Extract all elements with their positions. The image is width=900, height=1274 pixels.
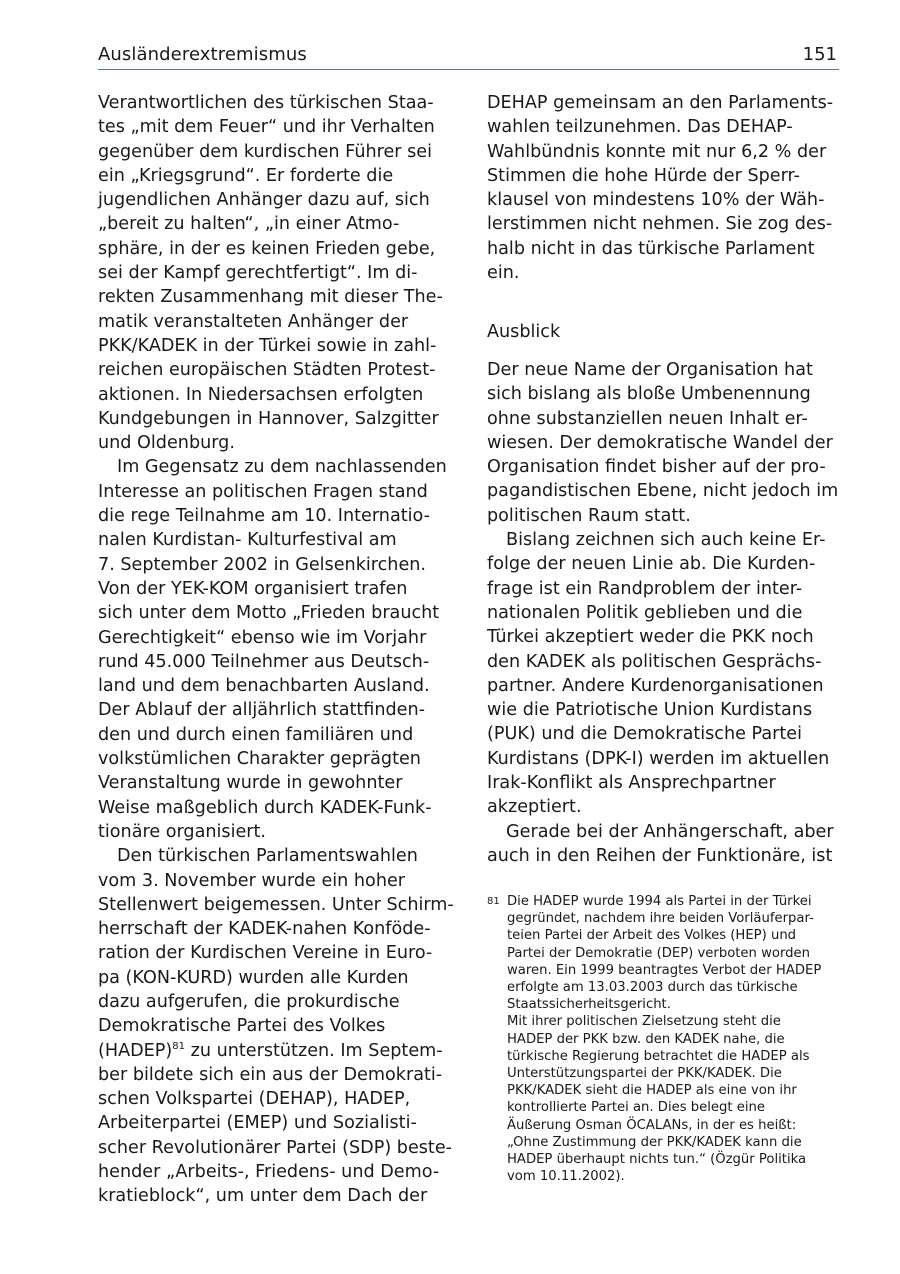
page-number: 151 bbox=[802, 44, 837, 65]
text-line: Arbeiterpartei (EMEP) und Sozialisti- bbox=[98, 1113, 417, 1134]
text-line: PKK/KADEK in der Türkei sowie in zahl- bbox=[98, 335, 437, 356]
text-line: sphäre, in der es keinen Frieden gebe, bbox=[98, 238, 436, 259]
text-line: Gerade bei der Anhängerschaft, aber bbox=[506, 821, 834, 842]
text-line: auch in den Reihen der Funktionäre, ist bbox=[487, 845, 833, 866]
text-line: Stellenwert beigemessen. Unter Schirm- bbox=[98, 894, 454, 915]
text-line: pagandistischen Ebene, nicht jedoch im bbox=[487, 481, 839, 502]
text-line: Organisation findet bisher auf der pro- bbox=[487, 457, 826, 478]
text-line: Bislang zeichnen sich auch keine Er- bbox=[506, 530, 826, 551]
text-line: sei der Kampf gerechtfertigt“. Im di- bbox=[98, 263, 418, 284]
text-line: wie die Patriotische Union Kurdistans bbox=[487, 700, 813, 721]
text-line: kratieblock“, um unter dem Dach der bbox=[98, 1186, 428, 1207]
footnote bbox=[487, 893, 839, 1185]
text-line: 7. September 2002 in Gelsenkirchen. bbox=[98, 554, 427, 575]
text-line: jugendlichen Anhänger dazu auf, sich bbox=[98, 190, 430, 211]
text-line: schen Volkspartei (DEHAP), HADEP, bbox=[98, 1089, 411, 1110]
text-line: matik veranstalteten Anhänger der bbox=[98, 311, 409, 332]
text-line: lerstimmen nicht nehmen. Sie zog des- bbox=[487, 214, 833, 235]
footnote-line: erfolgte am 13.03.2003 durch das türkische bbox=[507, 980, 798, 996]
text-line: gegenüber dem kurdischen Führer sei bbox=[98, 141, 432, 162]
text-line: tes „mit dem Feuer“ und ihr Verhalten bbox=[98, 117, 435, 138]
text-line: hender „Arbeits-, Friedens- und Demo- bbox=[98, 1162, 440, 1183]
text-line: wiesen. Der demokratische Wandel der bbox=[487, 432, 833, 453]
text-line: Der neue Name der Organisation hat bbox=[487, 360, 813, 380]
footnote-line: teien Partei der Arbeit des Volkes (HEP) und bbox=[507, 928, 797, 944]
text-line: Im Gegensatz zu dem nachlassenden bbox=[117, 457, 447, 478]
text-line: nalen Kurdistan- Kulturfestival am bbox=[98, 530, 397, 551]
footnote-line: waren. Ein 1999 beantragtes Verbot der HADEP bbox=[507, 962, 822, 978]
footnote-line: vom 10.11.2002). bbox=[507, 1169, 625, 1185]
footnote-line: Staatssicherheitsgericht. bbox=[507, 997, 671, 1013]
text-line: DEHAP gemeinsam an den Parlaments- bbox=[487, 93, 834, 113]
footnote-number: 81 bbox=[487, 896, 500, 907]
text-line: scher Revolutionärer Partei (SDP) beste- bbox=[98, 1137, 453, 1158]
footnote-line: Äußerung Osman ÖCALANs, in der es heißt: bbox=[507, 1117, 797, 1133]
text-line: vom 3. November wurde ein hoher bbox=[98, 870, 406, 891]
text-line: reichen europäischen Städten Protest- bbox=[98, 360, 436, 381]
text-line: Den türkischen Parlamentswahlen bbox=[117, 846, 418, 867]
text-line: land und dem benachbarten Ausland. bbox=[98, 676, 430, 697]
text-line: die rege Teilnahme am 10. Internatio- bbox=[98, 506, 430, 527]
text-line: Irak-Konflikt als Ansprechpartner bbox=[487, 773, 776, 794]
footnote-line: gegründet, nachdem ihre beiden Vorläuferpar- bbox=[507, 911, 814, 927]
footnote-line: Die HADEP wurde 1994 als Partei in der Türkei bbox=[507, 894, 812, 909]
text-line: folge der neuen Linie ab. Die Kurden- bbox=[487, 554, 816, 575]
footnote-line: kontrollierte Partei an. Dies belegt eine bbox=[507, 1100, 766, 1116]
text-line: nationalen Politik geblieben und die bbox=[487, 602, 803, 623]
text-line: klausel von mindestens 10% der Wäh- bbox=[487, 190, 825, 211]
text-line: aktionen. In Niedersachsen erfolgten bbox=[98, 384, 424, 405]
text-line: sich bislang als bloße Umbenennung bbox=[487, 384, 811, 405]
footnote-line: türkische Regierung betrachtet die HADEP als bbox=[507, 1048, 810, 1064]
text-line: den und durch einen familiären und bbox=[98, 724, 414, 745]
section-heading: Ausblick bbox=[487, 322, 561, 342]
footnote-line: Partei der Demokratie (DEP) verboten worden bbox=[507, 945, 810, 961]
footnote-line: HADEP überhaupt nichts tun.“ (Özgür Politika bbox=[507, 1152, 807, 1168]
footnote-line: PKK/KADEK sieht die HADEP als eine von ihr bbox=[507, 1083, 797, 1099]
text-line: Der Ablauf der alljährlich stattfinden- bbox=[98, 700, 425, 721]
footnote-reference[interactable]: 81 bbox=[172, 1040, 186, 1052]
text-line: ein. bbox=[487, 263, 520, 284]
running-header bbox=[98, 44, 839, 70]
header-rule bbox=[98, 69, 839, 70]
text-line: Kurdistans (DPK-I) werden im aktuellen bbox=[487, 748, 830, 769]
text-line: Verantwortlichen des türkischen Staa- bbox=[98, 93, 434, 113]
text-line: pa (KON-KURD) wurden alle Kurden bbox=[98, 967, 409, 988]
text-line: Von der YEK-KOM organisiert trafen bbox=[98, 578, 408, 599]
text-line: Interesse an politischen Fragen stand bbox=[98, 481, 428, 502]
text-line: Veranstaltung wurde in gewohnter bbox=[98, 773, 403, 794]
text-line: akzeptiert. bbox=[487, 797, 582, 818]
text-line: partner. Andere Kurdenorganisationen bbox=[487, 675, 824, 696]
text-line: Stimmen die hohe Hürde der Sperr- bbox=[487, 165, 801, 186]
header-title: Ausländerextremismus bbox=[98, 44, 307, 65]
left-column bbox=[98, 91, 454, 1209]
text-line: Wahlbündnis konnte mit nur 6,2 % der bbox=[487, 141, 827, 162]
text-line-with-footnote-ref bbox=[98, 1039, 450, 1063]
text-line: dazu aufgerufen, die prokurdische bbox=[98, 991, 400, 1012]
text-line: ration der Kurdischen Vereine in Euro- bbox=[98, 943, 433, 964]
text-line: und Oldenburg. bbox=[98, 433, 235, 454]
text-line: rekten Zusammenhang mit dieser The- bbox=[98, 287, 443, 308]
text-line: herrschaft der KADEK-nahen Konföde- bbox=[98, 919, 431, 940]
footnote-line: „Ohne Zustimmung der PKK/KADEK kann die bbox=[507, 1134, 802, 1150]
text-line: „bereit zu halten“, „in einer Atmo- bbox=[98, 214, 400, 235]
text-line: Gerechtigkeit“ ebenso wie im Vorjahr bbox=[98, 627, 427, 648]
text-line: den KADEK als politischen Gesprächs- bbox=[487, 651, 822, 672]
text-line: Türkei akzeptiert weder die PKK noch bbox=[487, 627, 814, 648]
text-line: frage ist ein Randproblem der inter- bbox=[487, 578, 803, 599]
footnote-line: Unterstützungspartei der PKK/KADEK. Die bbox=[507, 1066, 782, 1082]
text-line: politischen Raum statt. bbox=[487, 505, 691, 526]
footnote-line: HADEP der PKK bzw. den KADEK nahe, die bbox=[507, 1031, 785, 1047]
text-line: sich unter dem Motto „Frieden braucht bbox=[98, 603, 440, 624]
text-line: wahlen teilzunehmen. Das DEHAP- bbox=[487, 117, 793, 138]
text-line: (PUK) und die Demokratische Partei bbox=[487, 724, 802, 745]
text-line: tionäre organisiert. bbox=[98, 821, 267, 842]
hadep-text: (HADEP) bbox=[98, 1040, 173, 1061]
text-line: ein „Kriegsgrund“. Er forderte die bbox=[98, 165, 394, 186]
text-line: rund 45.000 Teilnehmer aus Deutsch- bbox=[98, 651, 430, 672]
right-column-top bbox=[487, 91, 839, 285]
text-continuation: zu unterstützen. Im Septem- bbox=[185, 1040, 443, 1061]
text-line: volkstümlichen Charakter geprägten bbox=[98, 749, 421, 770]
text-line: Kundgebungen in Hannover, Salzgitter bbox=[98, 408, 439, 429]
footnote-line: Mit ihrer politischen Zielsetzung steht die bbox=[507, 1014, 781, 1030]
text-line: Weise maßgeblich durch KADEK-Funk- bbox=[98, 797, 432, 818]
text-line: ber bildete sich ein aus der Demokrati- bbox=[98, 1064, 443, 1085]
right-column-bottom bbox=[487, 358, 839, 868]
text-line: halb nicht in das türkische Parlament bbox=[487, 238, 815, 259]
text-line: ohne substanziellen neuen Inhalt er- bbox=[487, 408, 808, 429]
text-line: Demokratische Partei des Volkes bbox=[98, 1016, 386, 1037]
